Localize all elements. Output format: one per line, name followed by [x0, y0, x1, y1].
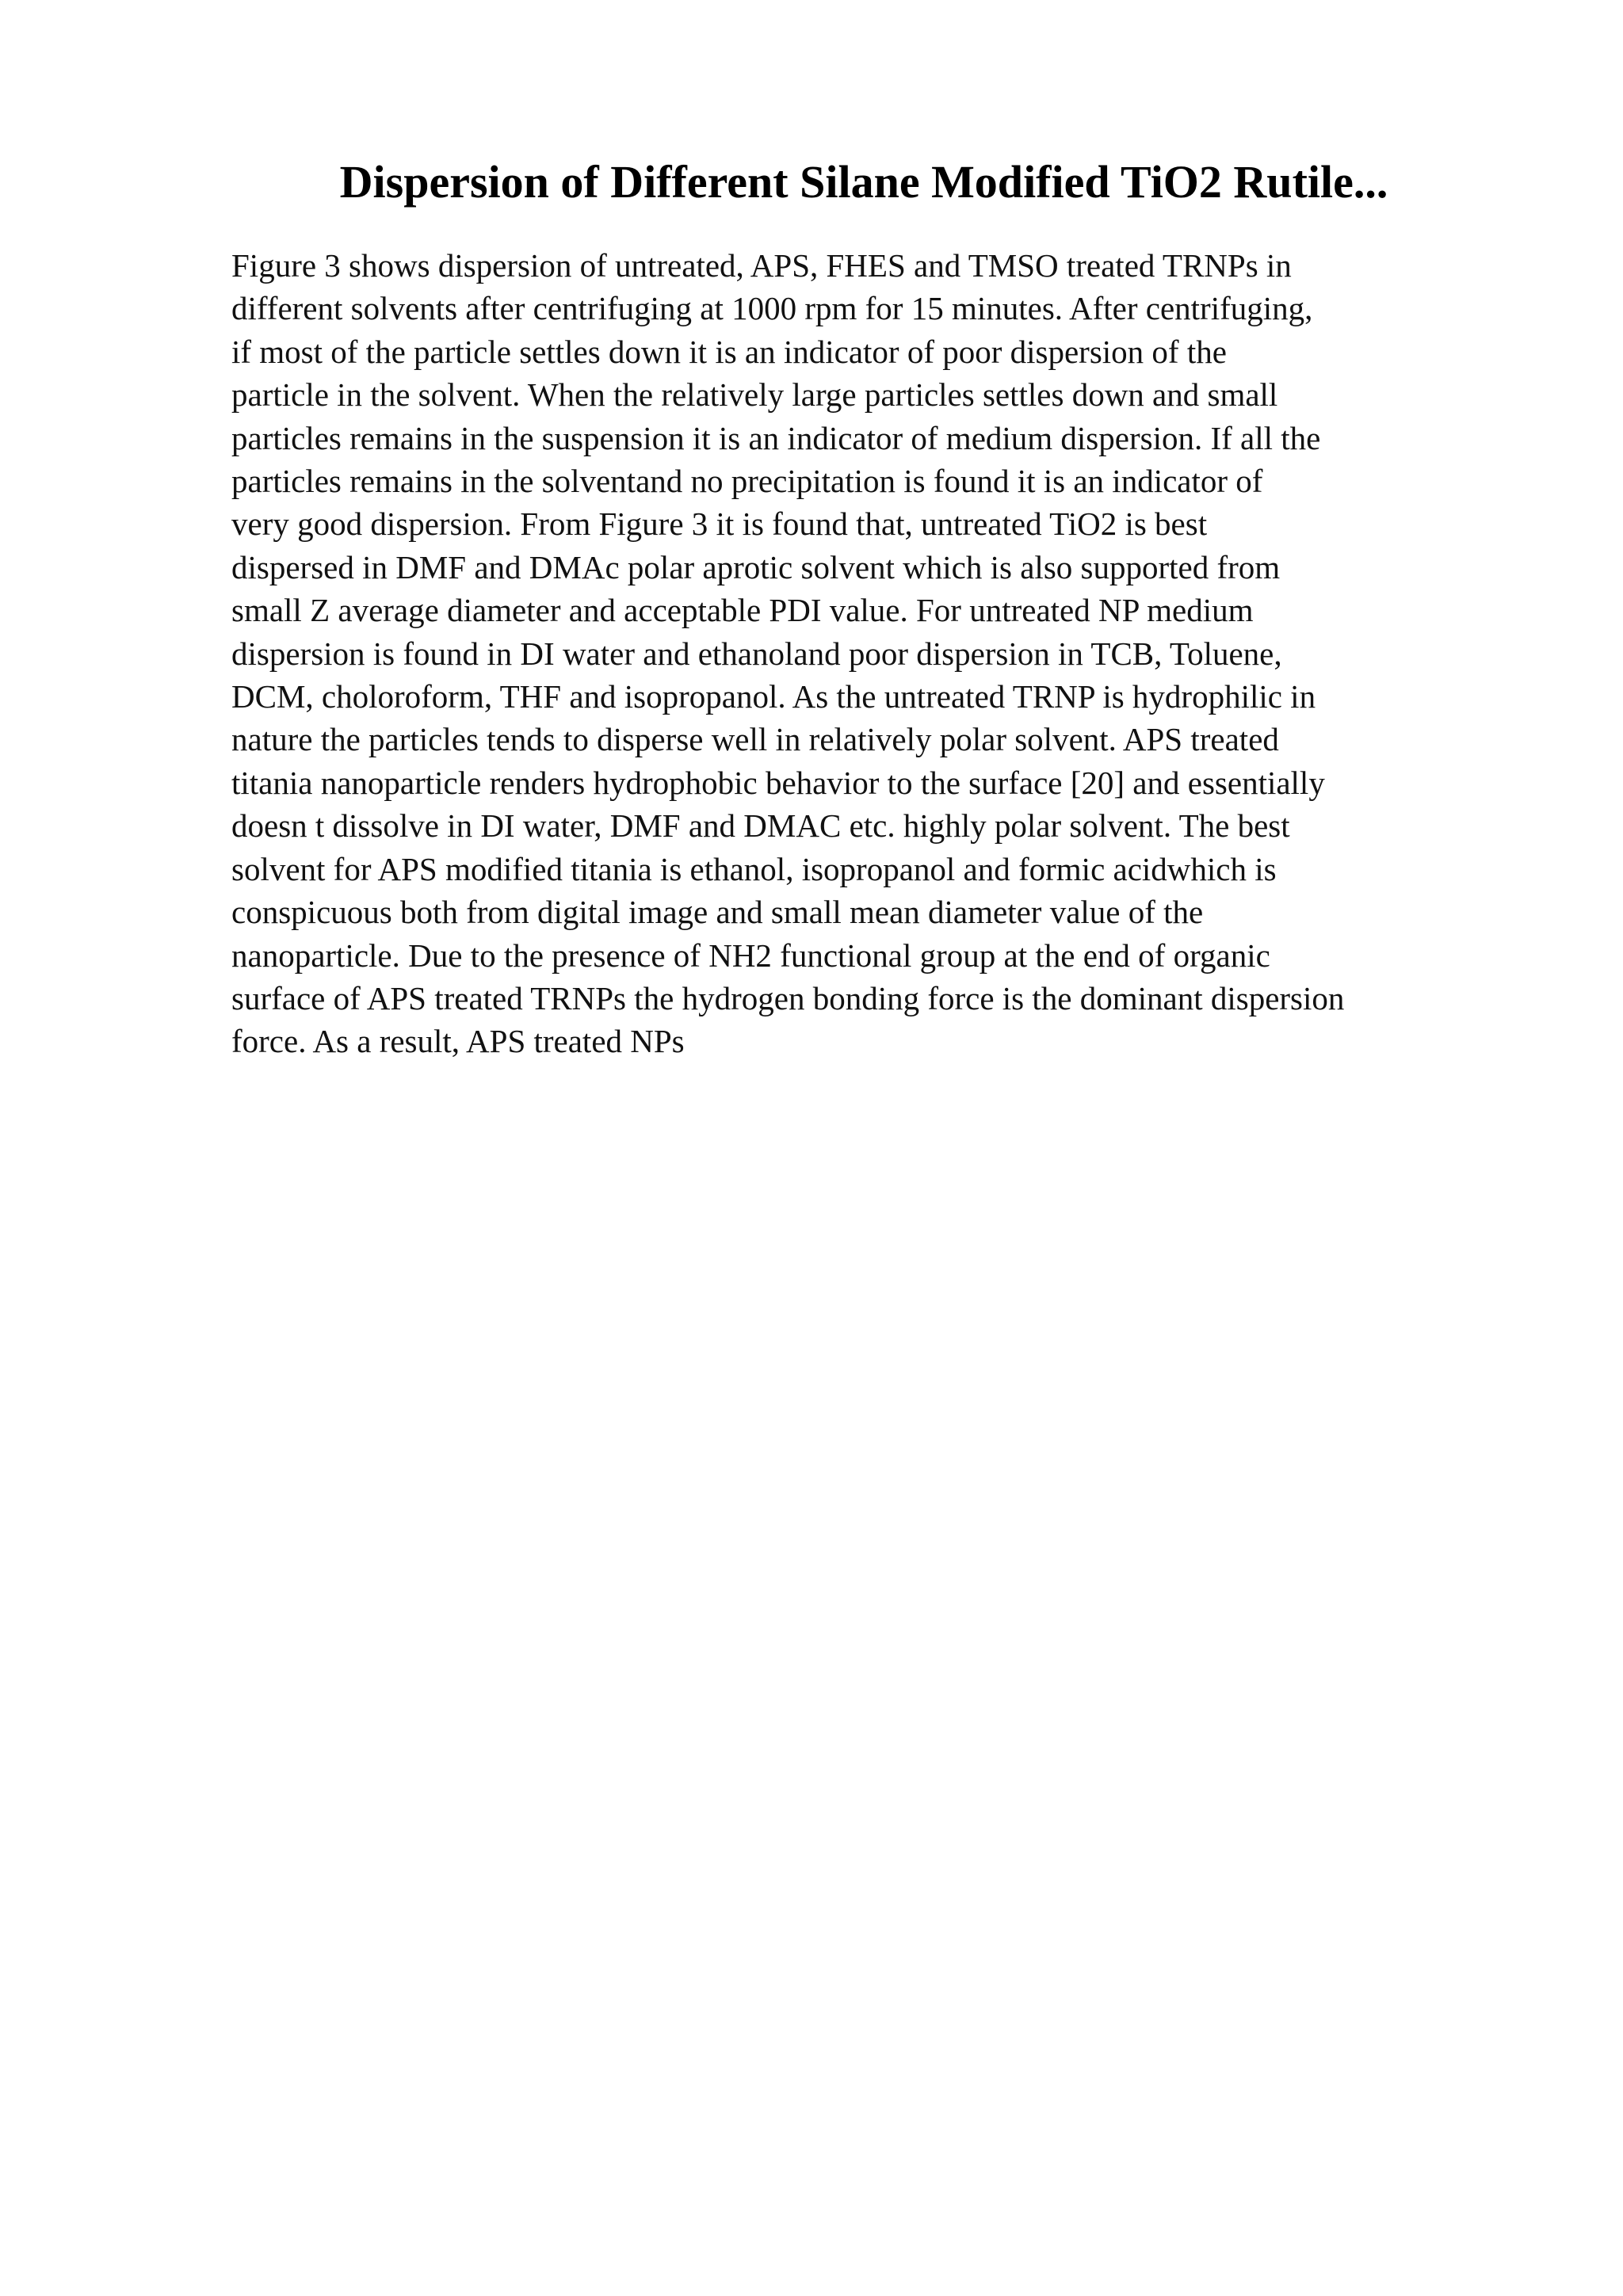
body-line: nanoparticle. Due to the presence of NH2 functional group at the end of organic	[231, 936, 1270, 974]
body-line: dispersion is found in DI water and ethanoland poor dispersion in TCB, Toluene,	[231, 635, 1282, 672]
body-line: particles remains in the solventand no precipitation is found it is an indicator of	[231, 463, 1263, 500]
body-paragraph	[231, 244, 1594, 1063]
body-line: particle in the solvent. When the relatively large particles settles down and small	[231, 376, 1278, 414]
body-line: Figure 3 shows dispersion of untreated, APS, FHES and TMSO treated TRNPs in	[231, 247, 1292, 284]
body-line: solvent for APS modified titania is ethanol, isopropanol and formic acidwhich is	[231, 850, 1277, 887]
body-line: nature the particles tends to disperse well in relatively polar solvent. APS treated	[231, 721, 1279, 758]
body-line: dispersed in DMF and DMAc polar aprotic solvent which is also supported from	[231, 548, 1281, 585]
body-line: small Z average diameter and acceptable PDI value. For untreated NP medium	[231, 592, 1254, 629]
body-line: force. As a result, APS treated NPs	[231, 1023, 685, 1060]
body-line: doesn t dissolve in DI water, DMF and DMAC etc. highly polar solvent. The best	[231, 807, 1290, 845]
body-line: titania nanoparticle renders hydrophobic behavior to the surface [20] and essentially	[231, 764, 1325, 801]
body-line: if most of the particle settles down it is an indicator of poor dispersion of the	[231, 333, 1227, 370]
body-line: surface of APS treated TRNPs the hydrogen bonding force is the dominant dispersion	[231, 979, 1345, 1016]
body-line: particles remains in the suspension it is an indicator of medium dispersion. If all the	[231, 419, 1321, 456]
document-title: Dispersion of Different Silane Modified TiO2 Rutile...	[339, 156, 1388, 208]
body-line: very good dispersion. From Figure 3 it is found that, untreated TiO2 is best	[231, 505, 1208, 543]
body-line: different solvents after centrifuging at 1000 rpm for 15 minutes. After centrifuging,	[231, 290, 1313, 327]
body-line: conspicuous both from digital image and small mean diameter value of the	[231, 894, 1204, 931]
body-line: DCM, choloroform, THF and isopropanol. As the untreated TRNP is hydrophilic in	[231, 678, 1316, 715]
